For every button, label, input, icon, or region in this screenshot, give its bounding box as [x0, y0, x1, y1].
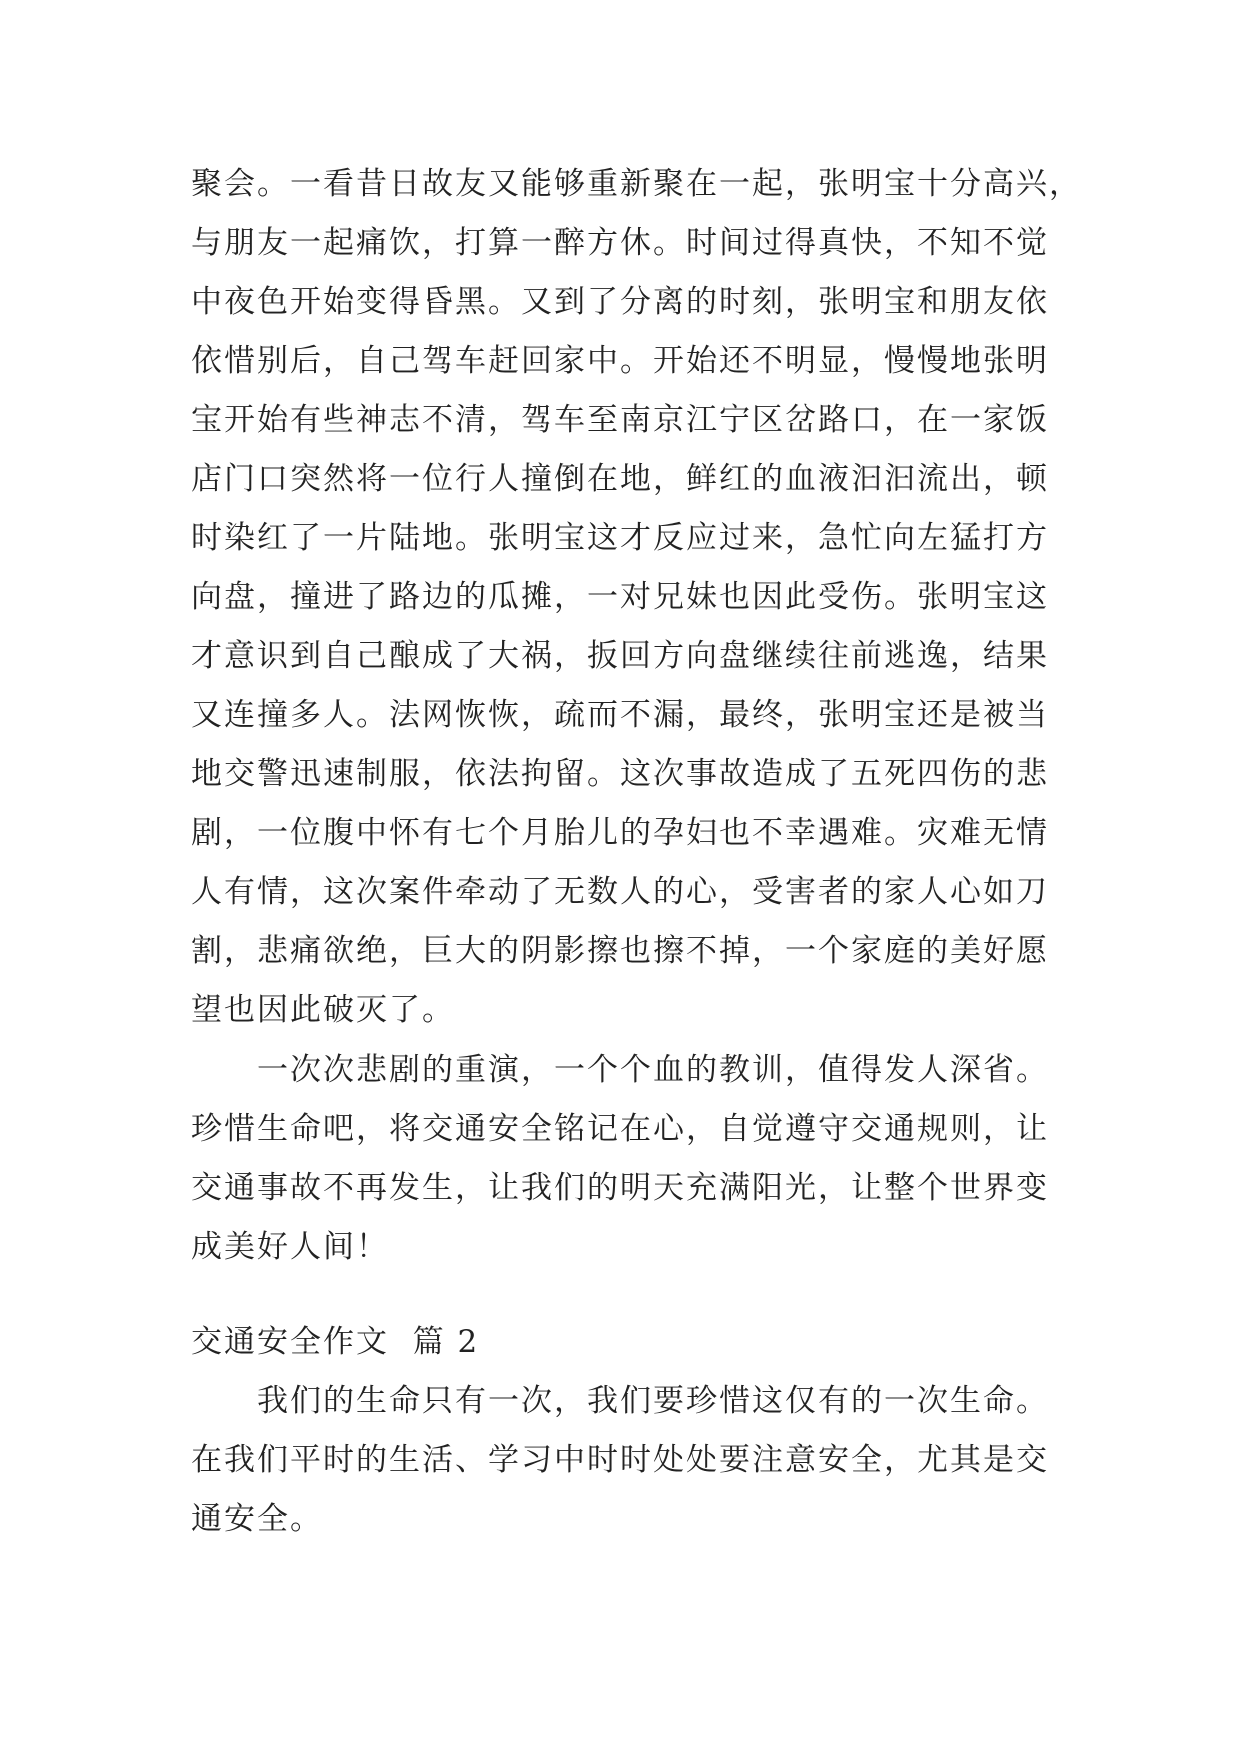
paragraph-line: 依惜别后，自己驾车赶回家中。开始还不明显，慢慢地张明: [191, 343, 1049, 379]
paragraph-line: 才意识到自己酿成了大祸，扳回方向盘继续往前逃逸，结果: [191, 638, 1049, 674]
paragraph-line: 宝开始有些神志不清，驾车至南京江宁区岔路口，在一家饭: [191, 402, 1049, 438]
section-heading: 交通安全作文 篇 2: [191, 1324, 480, 1360]
paragraph-line: 我们的生命只有一次，我们要珍惜这仅有的一次生命。: [257, 1383, 1049, 1419]
paragraph-line: 中夜色开始变得昏黑。又到了分离的时刻，张明宝和朋友依: [191, 284, 1049, 320]
paragraph-2: [191, 1041, 1061, 1277]
paragraph-line: 成美好人间！: [191, 1229, 389, 1265]
paragraph-line: 店门口突然将一位行人撞倒在地，鲜红的血液汩汩流出，顿: [191, 461, 1049, 497]
paragraph-line: 时染红了一片陆地。张明宝这才反应过来，急忙向左猛打方: [191, 520, 1049, 556]
paragraph-line: 剧，一位腹中怀有七个月胎儿的孕妇也不幸遇难。灾难无情: [191, 815, 1049, 851]
paragraph-line: 地交警迅速制服，依法拘留。这次事故造成了五死四伤的悲: [191, 756, 1049, 792]
section-heading-block: [191, 1313, 1061, 1372]
paragraph-line: 一次次悲剧的重演，一个个血的教训，值得发人深省。: [257, 1052, 1049, 1088]
paragraph-line: 与朋友一起痛饮，打算一醉方休。时间过得真快，不知不觉: [191, 225, 1049, 261]
paragraph-line: 在我们平时的生活、学习中时时处处要注意安全，尤其是交: [191, 1442, 1049, 1478]
paragraph-line: 交通事故不再发生，让我们的明天充满阳光，让整个世界变: [191, 1170, 1049, 1206]
paragraph-line: 珍惜生命吧，将交通安全铭记在心，自觉遵守交通规则，让: [191, 1111, 1049, 1147]
paragraph-line: 割，悲痛欲绝，巨大的阴影擦也擦不掉，一个家庭的美好愿: [191, 933, 1049, 969]
paragraph-line: 通安全。: [191, 1501, 323, 1537]
paragraph-line: 向盘，撞进了路边的瓜摊，一对兄妹也因此受伤。张明宝这: [191, 579, 1049, 615]
paragraph-line: 聚会。一看昔日故友又能够重新聚在一起，张明宝十分高兴，: [191, 166, 1082, 202]
paragraph-line: 又连撞多人。法网恢恢，疏而不漏，最终，张明宝还是被当: [191, 697, 1049, 733]
paragraph-line: 望也因此破灭了。: [191, 992, 455, 1028]
paragraph-1: [191, 155, 1082, 1040]
paragraph-3: [191, 1372, 1061, 1549]
paragraph-line: 人有情，这次案件牵动了无数人的心，受害者的家人心如刀: [191, 874, 1049, 910]
